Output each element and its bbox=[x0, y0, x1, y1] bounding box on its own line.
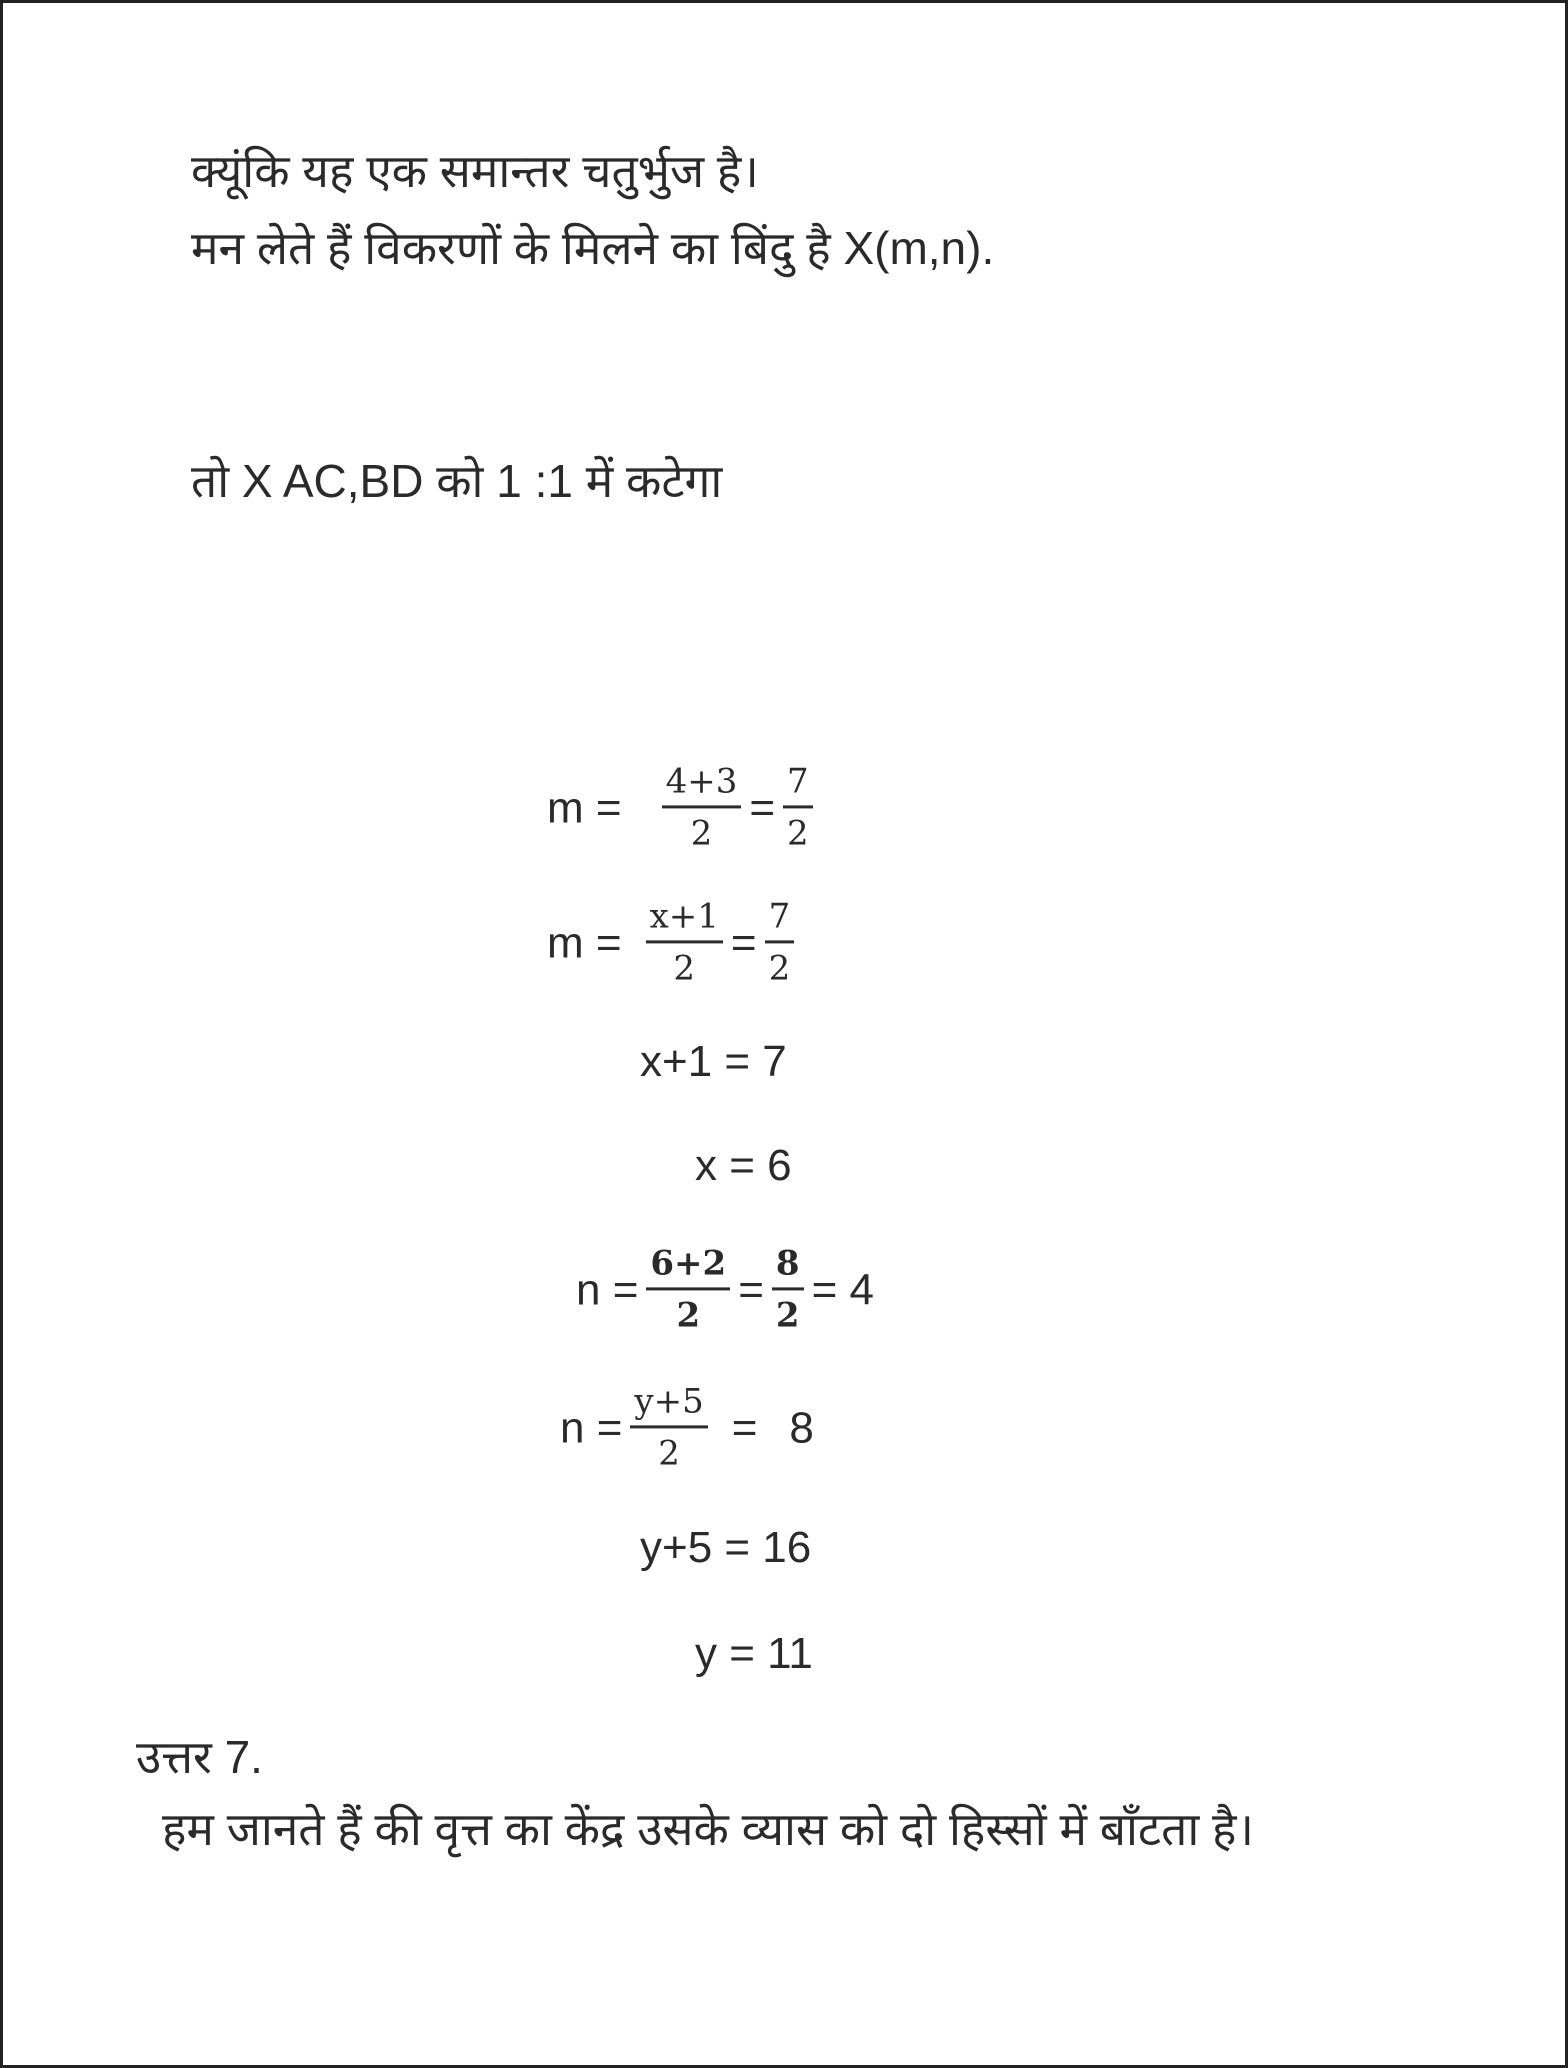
numerator: 8 bbox=[772, 1244, 804, 1290]
fraction bbox=[662, 762, 742, 853]
text-line-circle-center: हम जानते हैं की वृत्त का केंद्र उसके व्यास को दो हिस्सों में बाँटता है। bbox=[162, 1803, 1254, 1855]
denominator: 2 bbox=[673, 948, 696, 989]
denominator: 2 bbox=[768, 948, 791, 989]
equation-rhs: = 4 bbox=[811, 1265, 874, 1314]
denominator: 2 bbox=[658, 1433, 680, 1474]
numerator: 7 bbox=[765, 897, 795, 943]
numerator: 6+2 bbox=[646, 1244, 730, 1290]
equation-lhs: m = bbox=[547, 918, 622, 967]
text-line-ratio: तो X AC,BD को 1 :1 में कटेगा bbox=[191, 455, 723, 507]
denominator: 2 bbox=[690, 813, 713, 854]
fraction bbox=[772, 1244, 804, 1335]
fraction bbox=[765, 897, 795, 988]
equals-sign: = bbox=[731, 1403, 758, 1452]
equation-lhs: n = bbox=[576, 1265, 639, 1314]
equation-x-value: x = 6 bbox=[695, 1141, 792, 1190]
equation-y-plus-5: y+5 = 16 bbox=[640, 1523, 812, 1572]
denominator: 2 bbox=[787, 813, 809, 854]
text-line-parallelogram: क्यूंकि यह एक समान्तर चतुर्भुज है। bbox=[191, 145, 759, 197]
text-line-diagonal-point: मन लेते हैं विकरणों के मिलने का बिंदु है X(m,n). bbox=[191, 222, 995, 274]
denominator: 2 bbox=[775, 1295, 800, 1336]
equation-y-value: y = 11 bbox=[695, 1629, 813, 1678]
equation-n-2 bbox=[560, 1382, 814, 1473]
fraction bbox=[783, 762, 813, 853]
equals-sign: = bbox=[730, 918, 757, 967]
fraction bbox=[630, 1382, 707, 1473]
denominator: 2 bbox=[676, 1295, 701, 1336]
equals-sign: = bbox=[738, 1265, 764, 1314]
equation-m-2 bbox=[547, 897, 802, 988]
numerator: y+5 bbox=[630, 1382, 707, 1428]
equation-lhs: n = bbox=[560, 1403, 623, 1452]
equation-n-1 bbox=[576, 1244, 874, 1335]
fraction bbox=[646, 1244, 730, 1335]
equals-sign: = bbox=[749, 783, 776, 832]
equation-x-plus-1: x+1 = 7 bbox=[640, 1037, 787, 1086]
fraction bbox=[646, 897, 723, 988]
answer-label: उत्तर 7. bbox=[136, 1731, 263, 1783]
numerator: 4+3 bbox=[662, 762, 742, 808]
equation-m-1 bbox=[547, 762, 821, 853]
equation-lhs: m = bbox=[547, 783, 622, 832]
numerator: 7 bbox=[783, 762, 813, 808]
numerator: x+1 bbox=[646, 897, 723, 943]
equation-rhs: 8 bbox=[789, 1403, 814, 1452]
